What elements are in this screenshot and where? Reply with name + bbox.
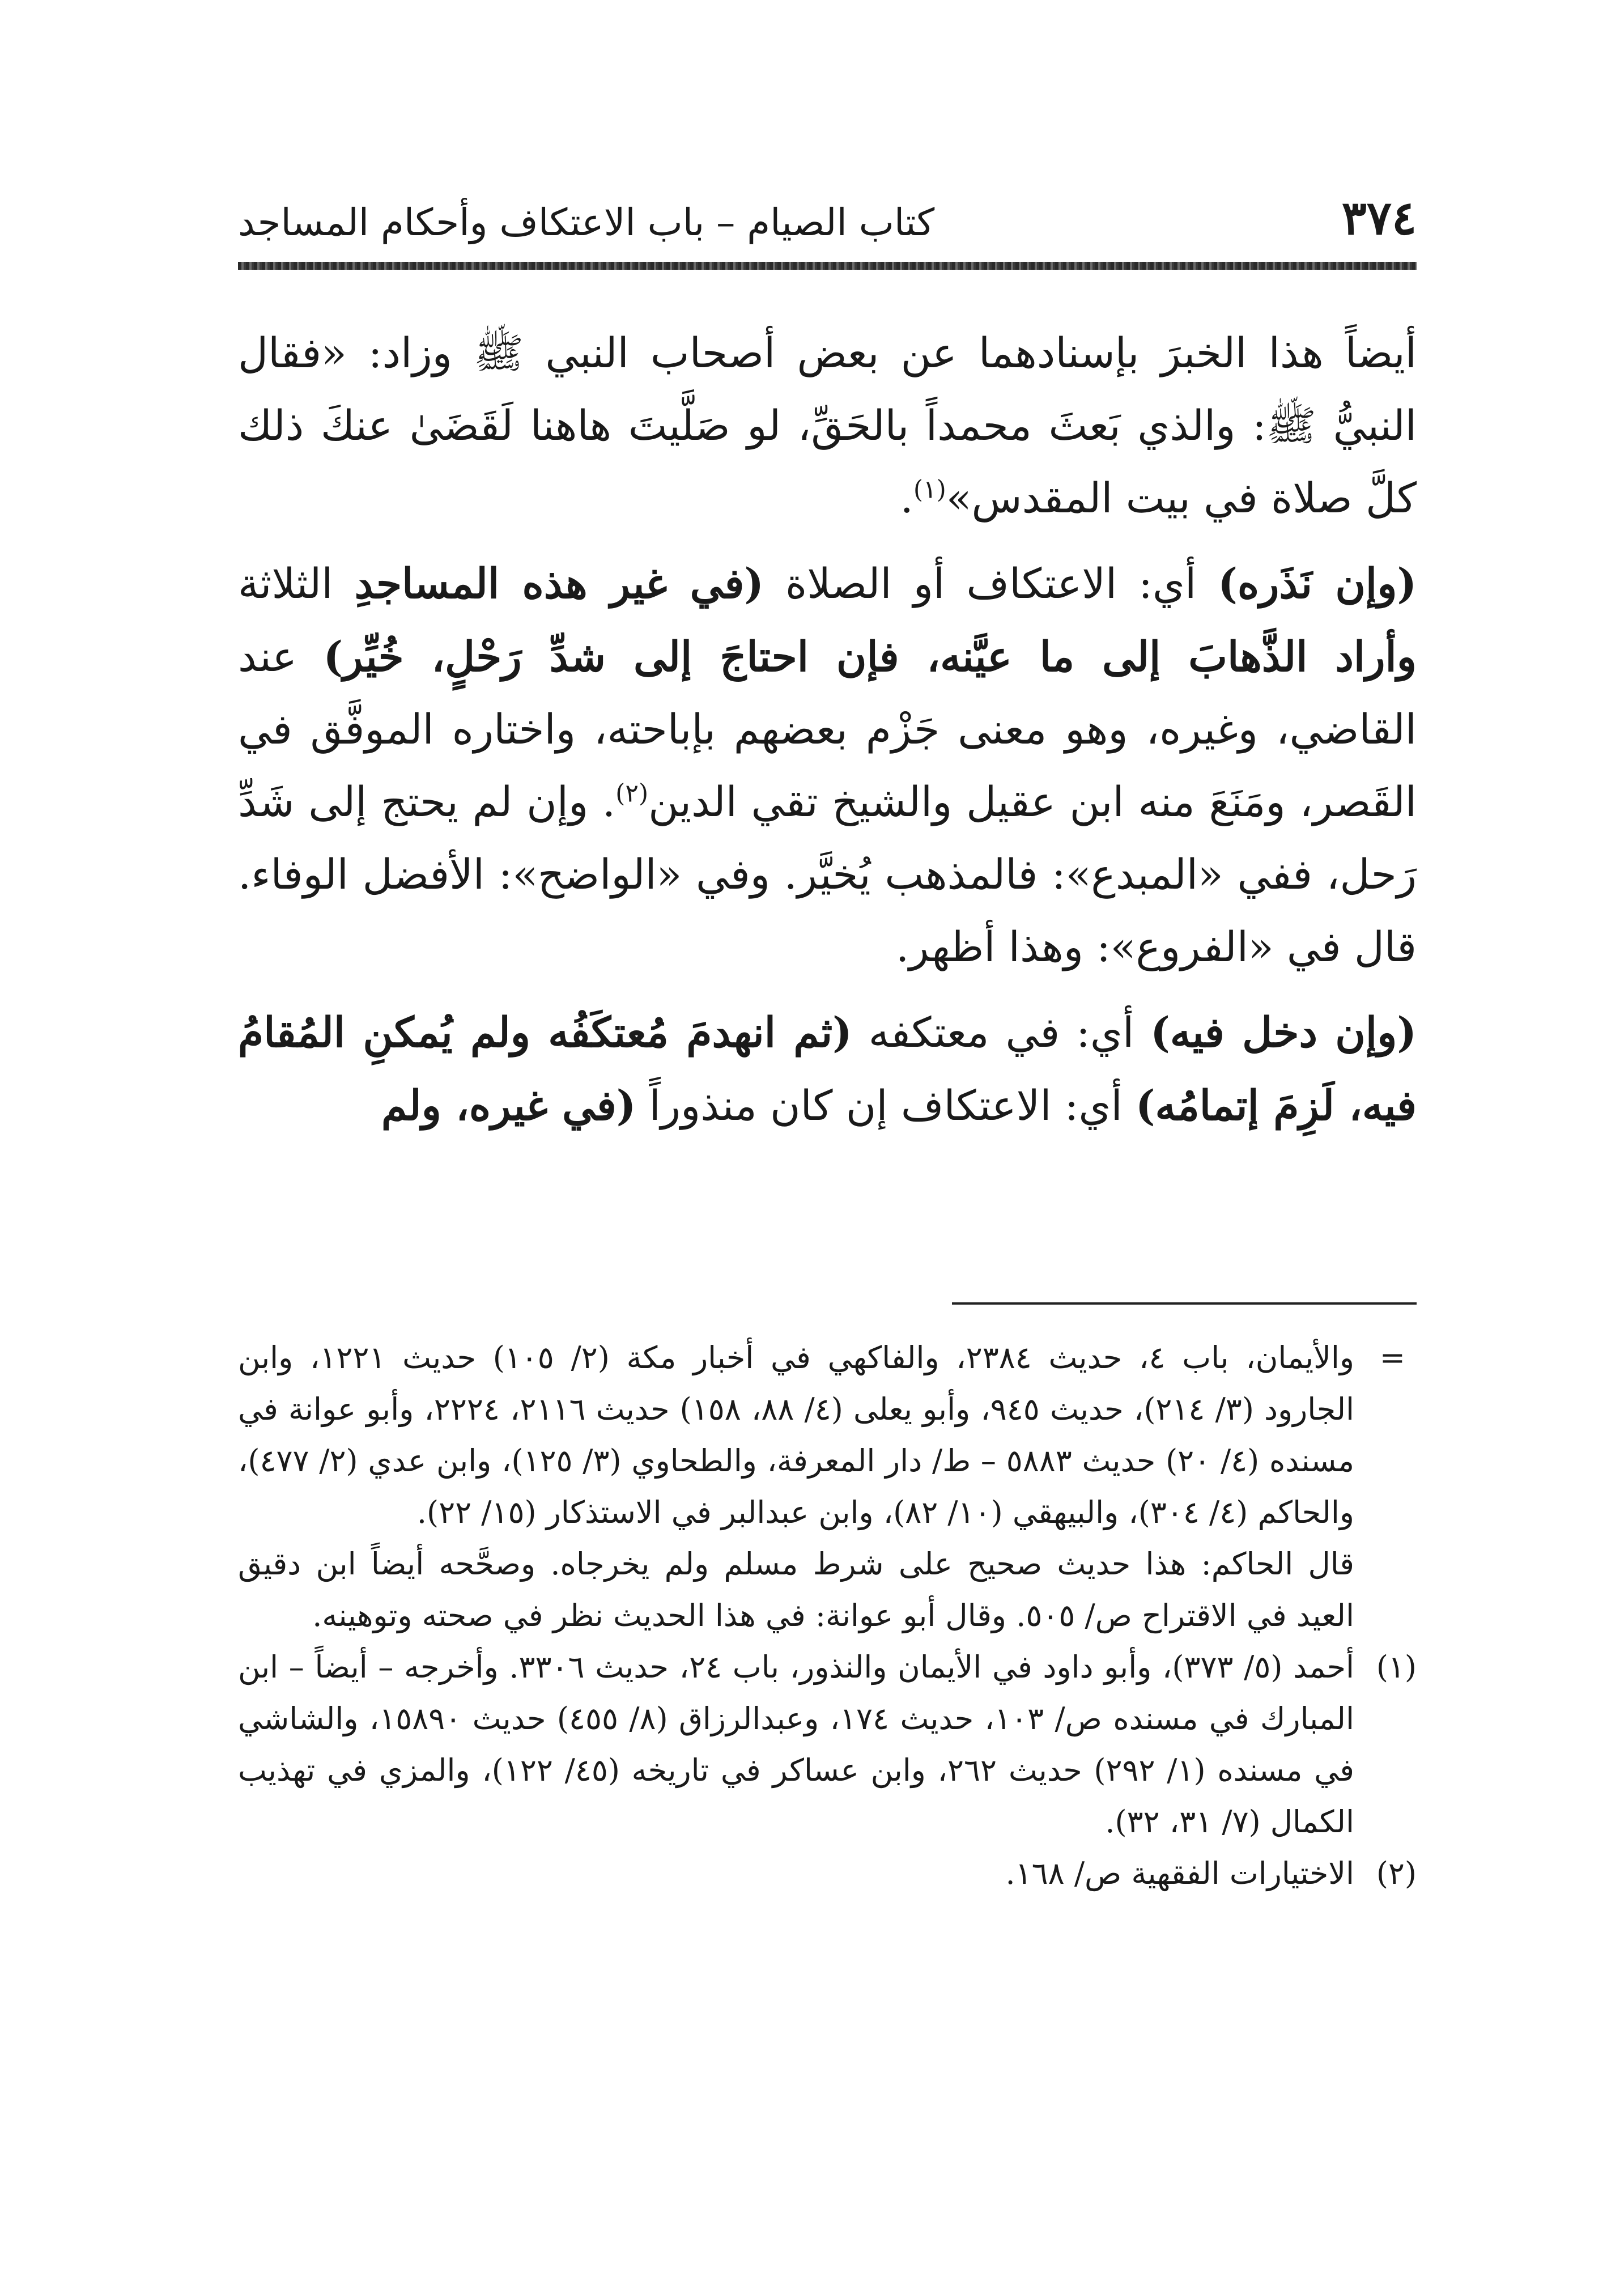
footnote-2-marker: (٢) <box>1376 1855 1417 1891</box>
footnote-ref-2: (٢) <box>615 779 649 808</box>
paragraph-1-end: . <box>900 474 913 523</box>
paragraph-3 <box>238 996 1417 1143</box>
matn-text: (في غير هذه المساجدِ <box>354 559 764 608</box>
matn-text: وأراد الذَّهابَ إلى ما عيَّنه، فإن احتاجَ إلى شدِّ رَحْلٍ، خُيِّر) <box>323 632 1417 681</box>
page-header <box>238 187 1417 266</box>
matn-text: (وإن نَذَره) <box>1218 559 1417 608</box>
running-title: كتاب الصيام – باب الاعتكاف وأحكام المساجد <box>238 201 935 244</box>
footnote-1-marker: (١) <box>1376 1649 1417 1685</box>
sharh-text: أي: في معتكفه <box>852 1009 1151 1057</box>
matn-text: (في غيره، ولم <box>381 1081 636 1130</box>
paragraph-1 <box>238 317 1417 535</box>
page-number: ٣٧٤ <box>1341 191 1417 245</box>
sharh-text: . وإن لم يحتج إلى شَدِّ رَحل، ففي «المبدع»: فالمذهب يُخيَّر. وفي «الواضح»: الأفضل الوفاء. قال في «الفروع»: وهذا أظهر. <box>238 778 1417 971</box>
continuation-marker: = <box>1379 1340 1405 1375</box>
footnote-1-text: أحمد (٥/ ٣٧٣)، وأبو داود في الأيمان والنذور، باب ٢٤، حديث ٣٣٠٦. وأخرجه – أيضاً – ابن المبارك في مسنده ص/ ١٠٣، حديث ١٧٤، وعبدالرزاق (٨/ ٤٥٥) حديث ١٥٨٩٠، والشاشي في مسنده (١/ ٢٩٢) حديث ٢٦٢، وابن عساكر في تاريخه (٤٥/ ١٢٢)، والمزي في تهذيب الكمال (٧/ ٣١، ٣٢). <box>238 1649 1355 1840</box>
sharh-text: أي: الاعتكاف أو الصلاة <box>763 560 1218 608</box>
paragraph-2 <box>238 547 1417 984</box>
footnote-continuation-text: والأيمان، باب ٤، حديث ٢٣٨٤، والفاكهي في أخبار مكة (٢/ ١٠٥) حديث ١٢٢١، وابن الجارود (٣/ ٢١٤)، حديث ٩٤٥، وأبو يعلى (٤/ ٨٨، ١٥٨) حديث ٢١١٦، ٢٢٢٤، وأبو عوانة في مسنده (٤/ ٢٠) حديث ٥٨٨٣ – ط/ دار المعرفة، والطحاوي (٣/ ١٢٥)، وابن عدي (٢/ ٤٧٧)، والحاكم (٤/ ٣٠٤)، والبيهقي (١٠/ ٨٢)، وابن عبدالبر في الاستذكار (١٥/ ٢٢). <box>238 1340 1355 1530</box>
matn-text: (وإن دخل فيه) <box>1150 1008 1417 1057</box>
header-rule <box>238 262 1417 270</box>
paragraph-1-text: أيضاً هذا الخبرَ بإسنادهما عن بعض أصحاب النبي ﷺ وزاد: «فقال النبيُّ ﷺ: والذي بَعثَ محمداً بالحَقِّ، لو صَلَّيتَ هاهنا لَقَضَىٰ عنكَ ذلك كلَّ صلاة في بيت المقدس» <box>238 329 1417 523</box>
footnote-separator <box>952 1302 1417 1305</box>
footnote-2-text: الاختيارات الفقهية ص/ ١٦٨. <box>1005 1855 1354 1891</box>
footnote-hakim-note: قال الحاكم: هذا حديث صحيح على شرط مسلم ولم يخرجاه. وصحَّحه أيضاً ابن دقيق العيد في الاقتراح ص/ ٥٠٥. وقال أبو عوانة: في هذا الحديث نظر في صحته وتوهينه. <box>238 1546 1354 1633</box>
footnotes <box>238 1332 1417 1899</box>
footnote-1 <box>238 1641 1417 1848</box>
footnote-continuation <box>238 1332 1417 1538</box>
footnote-ref-1: (١) <box>913 475 946 504</box>
sharh-text: عند القاضي، وغيره، وهو معنى جَزْم بعضهم بإباحته، واختاره الموفَّق في القَصر، ومَنَعَ منه ابن عقيل والشيخ تقي الدين <box>238 633 1417 826</box>
footnote-2 <box>238 1848 1417 1899</box>
matn-text: (ثم انهدمَ مُعتكَفُه ولم يُمكنِ المُقامُ فيه، لَزِمَ إتمامُه) <box>238 1008 1417 1130</box>
sharh-text: الثلاثة <box>238 560 355 608</box>
sharh-text: أي: الاعتكاف إن كان منذوراً <box>636 1082 1136 1130</box>
main-text <box>238 317 1417 1155</box>
